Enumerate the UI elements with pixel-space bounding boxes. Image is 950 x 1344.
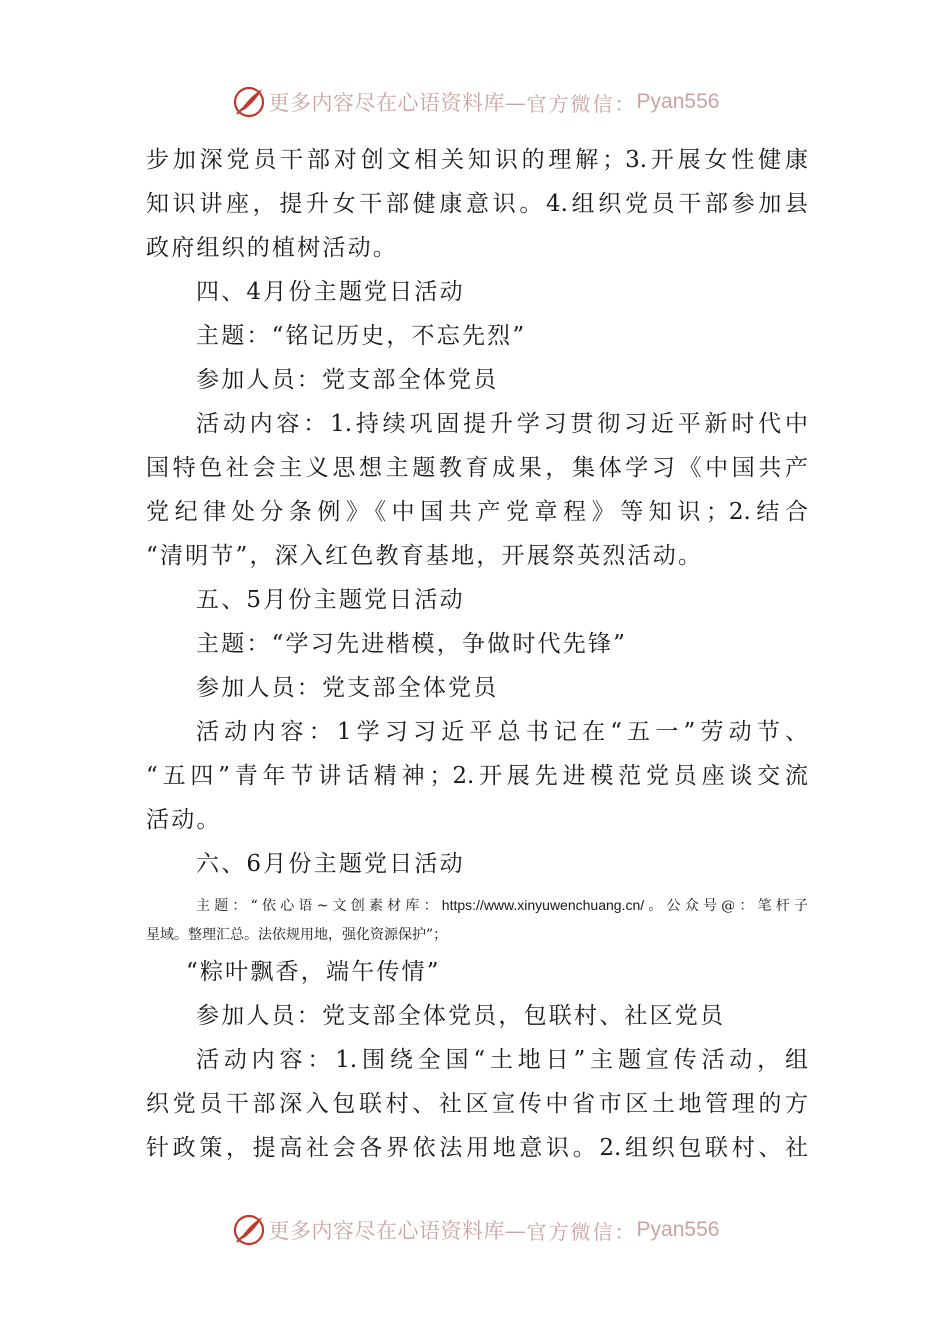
paragraph-line: 政府组织的植树活动。 bbox=[146, 235, 398, 261]
inserted-watermark-text bbox=[146, 890, 808, 950]
may-participants: 参加人员：党支部全体党员 bbox=[196, 675, 499, 701]
paragraph-line: 活动内容：1.围绕全国“土地日”主题宣传活动，组 bbox=[196, 1047, 808, 1073]
june-participants: 参加人员：党支部全体党员，包联村、社区党员 bbox=[196, 1003, 726, 1029]
small-text-line bbox=[146, 890, 808, 920]
section-heading-may: 五、5月份主题党日活动 bbox=[196, 587, 465, 613]
section-heading-june: 六、6月份主题党日活动 bbox=[196, 851, 465, 877]
june-theme: “粽叶飘香，端午传情” bbox=[186, 959, 441, 985]
paragraph-line: 活动内容：1.持续巩固提升学习贯彻习近平新时代中 bbox=[196, 411, 808, 437]
footer-watermark bbox=[0, 1210, 950, 1250]
quill-logo-icon bbox=[231, 84, 267, 120]
header-text: 更多内容尽在心语资料库— bbox=[268, 91, 527, 115]
footer-wechat-id: Pyan556 bbox=[636, 1218, 720, 1241]
footer-wechat-label: 官方微信： bbox=[526, 1219, 637, 1244]
quill-logo-icon bbox=[231, 1212, 267, 1248]
paragraph-line: 国特色社会主义思想主题教育成果，集体学习《中国共产 bbox=[146, 455, 808, 481]
source-url: https://www.xinyuwenchuang.cn/ bbox=[441, 897, 645, 913]
paragraph-line: 活动。 bbox=[146, 807, 222, 833]
section-heading-april: 四、4月份主题党日活动 bbox=[196, 279, 465, 305]
header-watermark bbox=[0, 82, 950, 122]
paragraph-line: 织党员干部深入包联村、社区宣传中省市区土地管理的方 bbox=[146, 1091, 808, 1117]
paragraph-line: “五四”青年节讲话精神；2.开展先进模范党员座谈交流 bbox=[146, 763, 808, 789]
document-body bbox=[146, 138, 808, 1170]
paragraph-line: 知识讲座，提升女干部健康意识。4.组织党员干部参加县 bbox=[146, 191, 808, 217]
header-wechat-id: Pyan556 bbox=[636, 90, 720, 113]
small-text-part: 主题：“依心语~文创素材库： bbox=[196, 898, 442, 914]
paragraph-line: “清明节”，深入红色教育基地，开展祭英烈活动。 bbox=[146, 543, 704, 569]
small-text-part: 。公众号@：笔杆子 bbox=[644, 898, 808, 914]
small-text-line: 星域。整理汇总。法依规用地，强化资源保护”； bbox=[146, 927, 448, 943]
april-theme: 主题：“铭记历史，不忘先烈” bbox=[196, 323, 527, 349]
paragraph-line: 针政策，提高社会各界依法用地意识。2.组织包联村、社 bbox=[146, 1135, 808, 1161]
paragraph-line: 活动内容：1学习习近平总书记在“五一”劳动节、 bbox=[196, 719, 808, 745]
april-participants: 参加人员：党支部全体党员 bbox=[196, 367, 499, 393]
paragraph-line: 党纪律处分条例》《中国共产党章程》等知识；2.结合 bbox=[146, 499, 808, 525]
may-theme: 主题：“学习先进楷模，争做时代先锋” bbox=[196, 631, 628, 657]
paragraph-line: 步加深党员干部对创文相关知识的理解；3.开展女性健康 bbox=[146, 147, 808, 173]
header-wechat-label: 官方微信： bbox=[526, 91, 637, 116]
footer-text: 更多内容尽在心语资料库— bbox=[268, 1219, 527, 1243]
